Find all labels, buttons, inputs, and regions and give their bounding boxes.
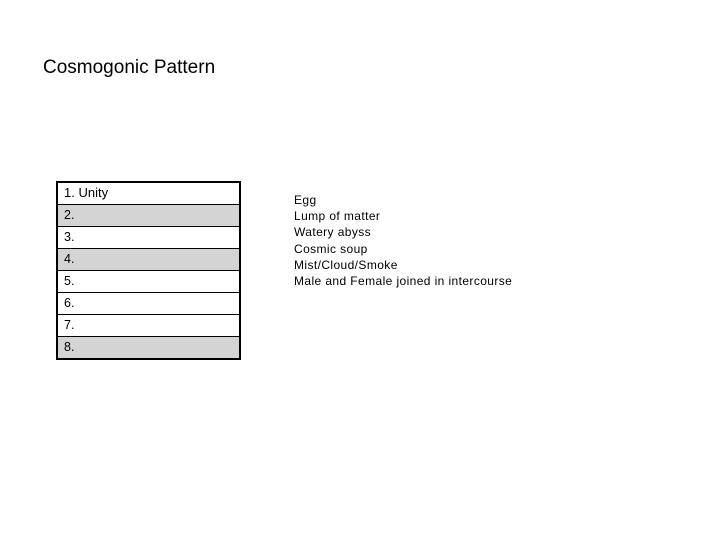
pattern-list <box>56 181 241 360</box>
answer-item-egg: Egg <box>294 193 317 207</box>
list-item-8: 8. <box>58 336 239 358</box>
list-item-3: 3. <box>58 226 239 248</box>
answer-item-mist: Mist/Cloud/Smoke <box>294 257 398 272</box>
list-item-6: 6. <box>58 292 239 314</box>
answer-item-lump: Lump of matter <box>294 209 381 224</box>
list-item-2: 2. <box>58 204 239 226</box>
answer-item-cosmic-soup: Cosmic soup <box>294 241 368 256</box>
answer-item-watery-abyss: Watery abyss <box>294 225 372 240</box>
list-item-1: 1. Unity <box>58 183 239 204</box>
list-item-7: 7. <box>58 314 239 336</box>
page-title: Cosmogonic Pattern <box>43 57 216 78</box>
list-item-4: 4. <box>58 248 239 270</box>
list-item-5: 5. <box>58 270 239 292</box>
answer-item-male-female: Male and Female joined in intercourse <box>294 273 513 288</box>
answer-list <box>294 192 512 289</box>
